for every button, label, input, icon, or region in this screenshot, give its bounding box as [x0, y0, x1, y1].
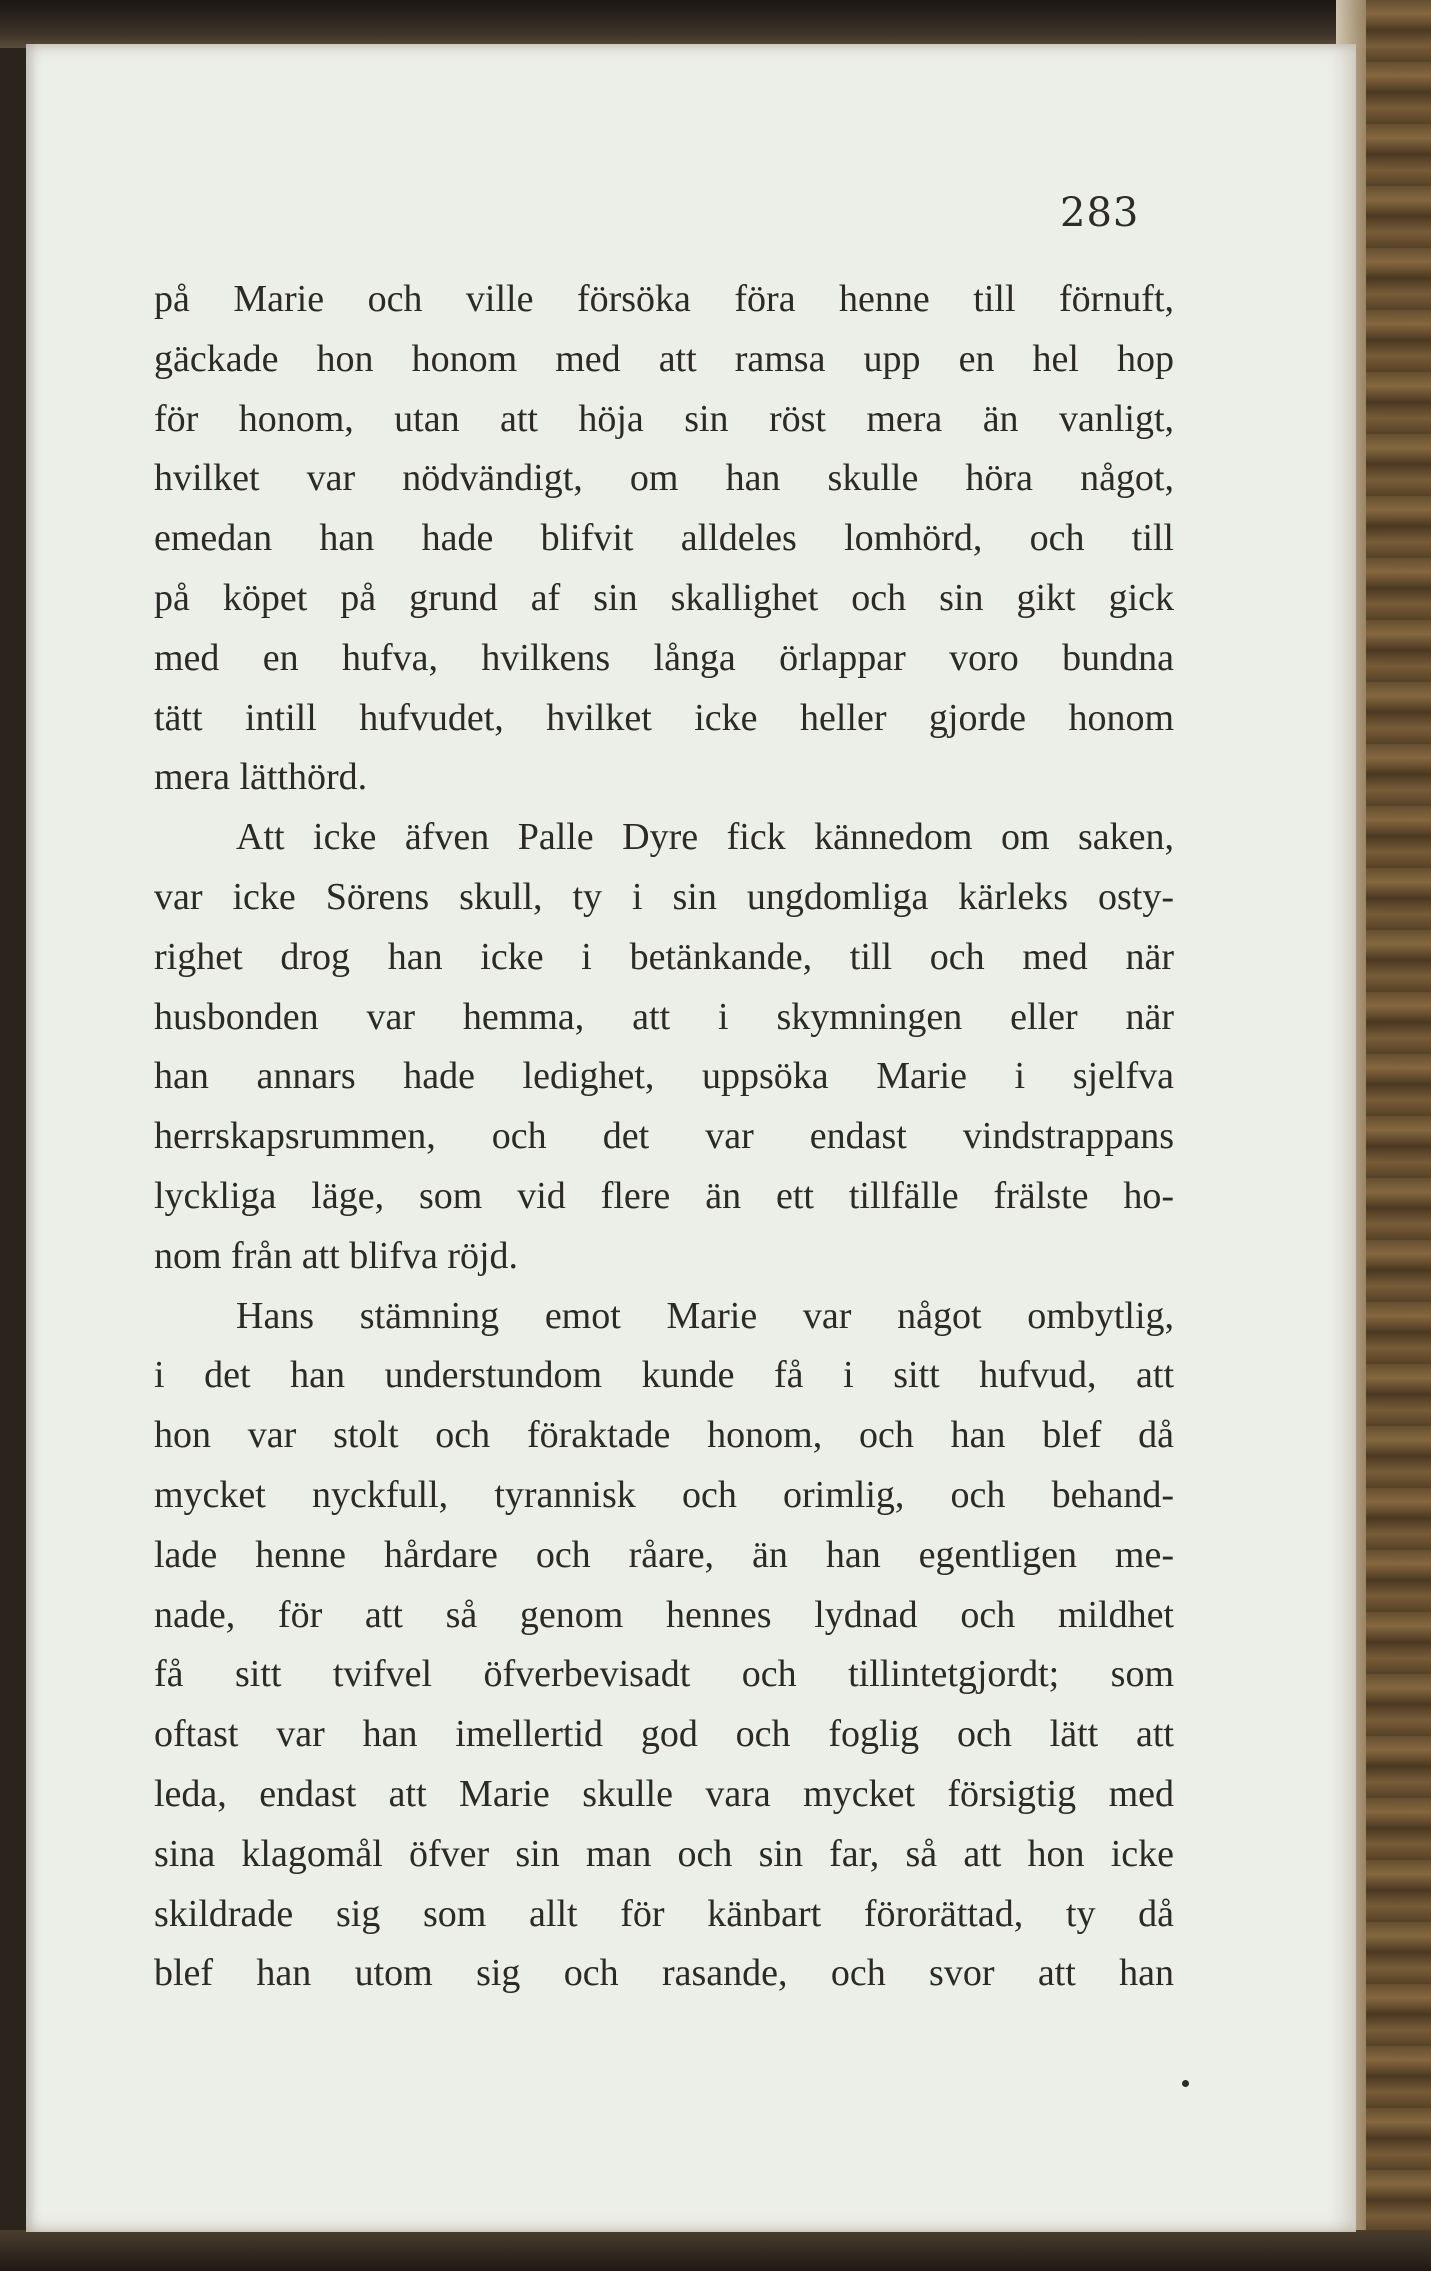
body-text: [154, 270, 1174, 2004]
text-line: med en hufva, hvilkens långa örlappar voro bundna: [154, 636, 1174, 679]
text-line: husbonden var hemma, att i skymningen eller när: [154, 995, 1174, 1038]
text-line: herrskapsrummen, och det var endast vindstrappans: [154, 1115, 1174, 1158]
text-line: tätt intill hufvudet, hvilket icke heller gjorde honom: [154, 696, 1174, 739]
text-line: gäckade hon honom med att ramsa upp en hel hop: [154, 337, 1174, 380]
book-cover-top-edge: [0, 0, 1431, 48]
text-line: på köpet på grund af sin skallighet och sin gikt gick: [154, 576, 1174, 619]
ink-speck: [1182, 2080, 1189, 2087]
text-line: få sitt tvifvel öfverbevisadt och tillintetgjordt; som: [154, 1653, 1174, 1696]
text-line: på Marie och ville försöka föra henne till förnuft,: [154, 278, 1174, 320]
text-line: Hans stämning emot Marie var något ombytlig,: [236, 1294, 1174, 1337]
page-number: 283: [1060, 190, 1140, 236]
text-line: emedan han hade blifvit alldeles lomhörd, och till: [154, 517, 1174, 560]
text-line: för honom, utan att höja sin röst mera än vanligt,: [154, 397, 1174, 440]
text-line: hon var stolt och föraktade honom, och han blef då: [154, 1414, 1174, 1457]
text-line: lade henne hårdare och råare, än han egentligen me-: [154, 1533, 1174, 1576]
text-line: mycket nyckfull, tyrannisk och orimlig, och behand-: [154, 1473, 1174, 1516]
text-line: han annars hade ledighet, uppsöka Marie i sjelfva: [154, 1055, 1174, 1098]
text-line: nade, för att så genom hennes lydnad och mildhet: [154, 1593, 1174, 1636]
text-line: var icke Sörens skull, ty i sin ungdomliga kärleks osty-: [154, 875, 1174, 918]
text-line: i det han understundom kunde få i sitt hufvud, att: [154, 1354, 1174, 1397]
text-line: sina klagomål öfver sin man och sin far, så att hon icke: [154, 1832, 1174, 1875]
text-line: skildrade sig som allt för känbart förorättad, ty då: [154, 1892, 1174, 1935]
text-line: lyckliga läge, som vid flere än ett tillfälle frälste ho-: [154, 1174, 1174, 1217]
text-line: nom från att blifva röjd.: [154, 1234, 519, 1277]
text-line: hvilket var nödvändigt, om han skulle höra något,: [154, 457, 1174, 500]
text-line: oftast var han imellertid god och foglig och lätt att: [154, 1713, 1174, 1756]
text-line: leda, endast att Marie skulle vara mycket försigtig med: [154, 1772, 1174, 1815]
text-line: Att icke äfven Palle Dyre fick kännedom om saken,: [236, 816, 1174, 859]
text-line: righet drog han icke i betänkande, till och med när: [154, 935, 1174, 978]
text-line: mera lätthörd.: [154, 756, 368, 799]
text-line: blef han utom sig och rasande, och svor att han: [154, 1952, 1174, 1995]
book-cover-bottom-edge: [0, 2230, 1431, 2271]
